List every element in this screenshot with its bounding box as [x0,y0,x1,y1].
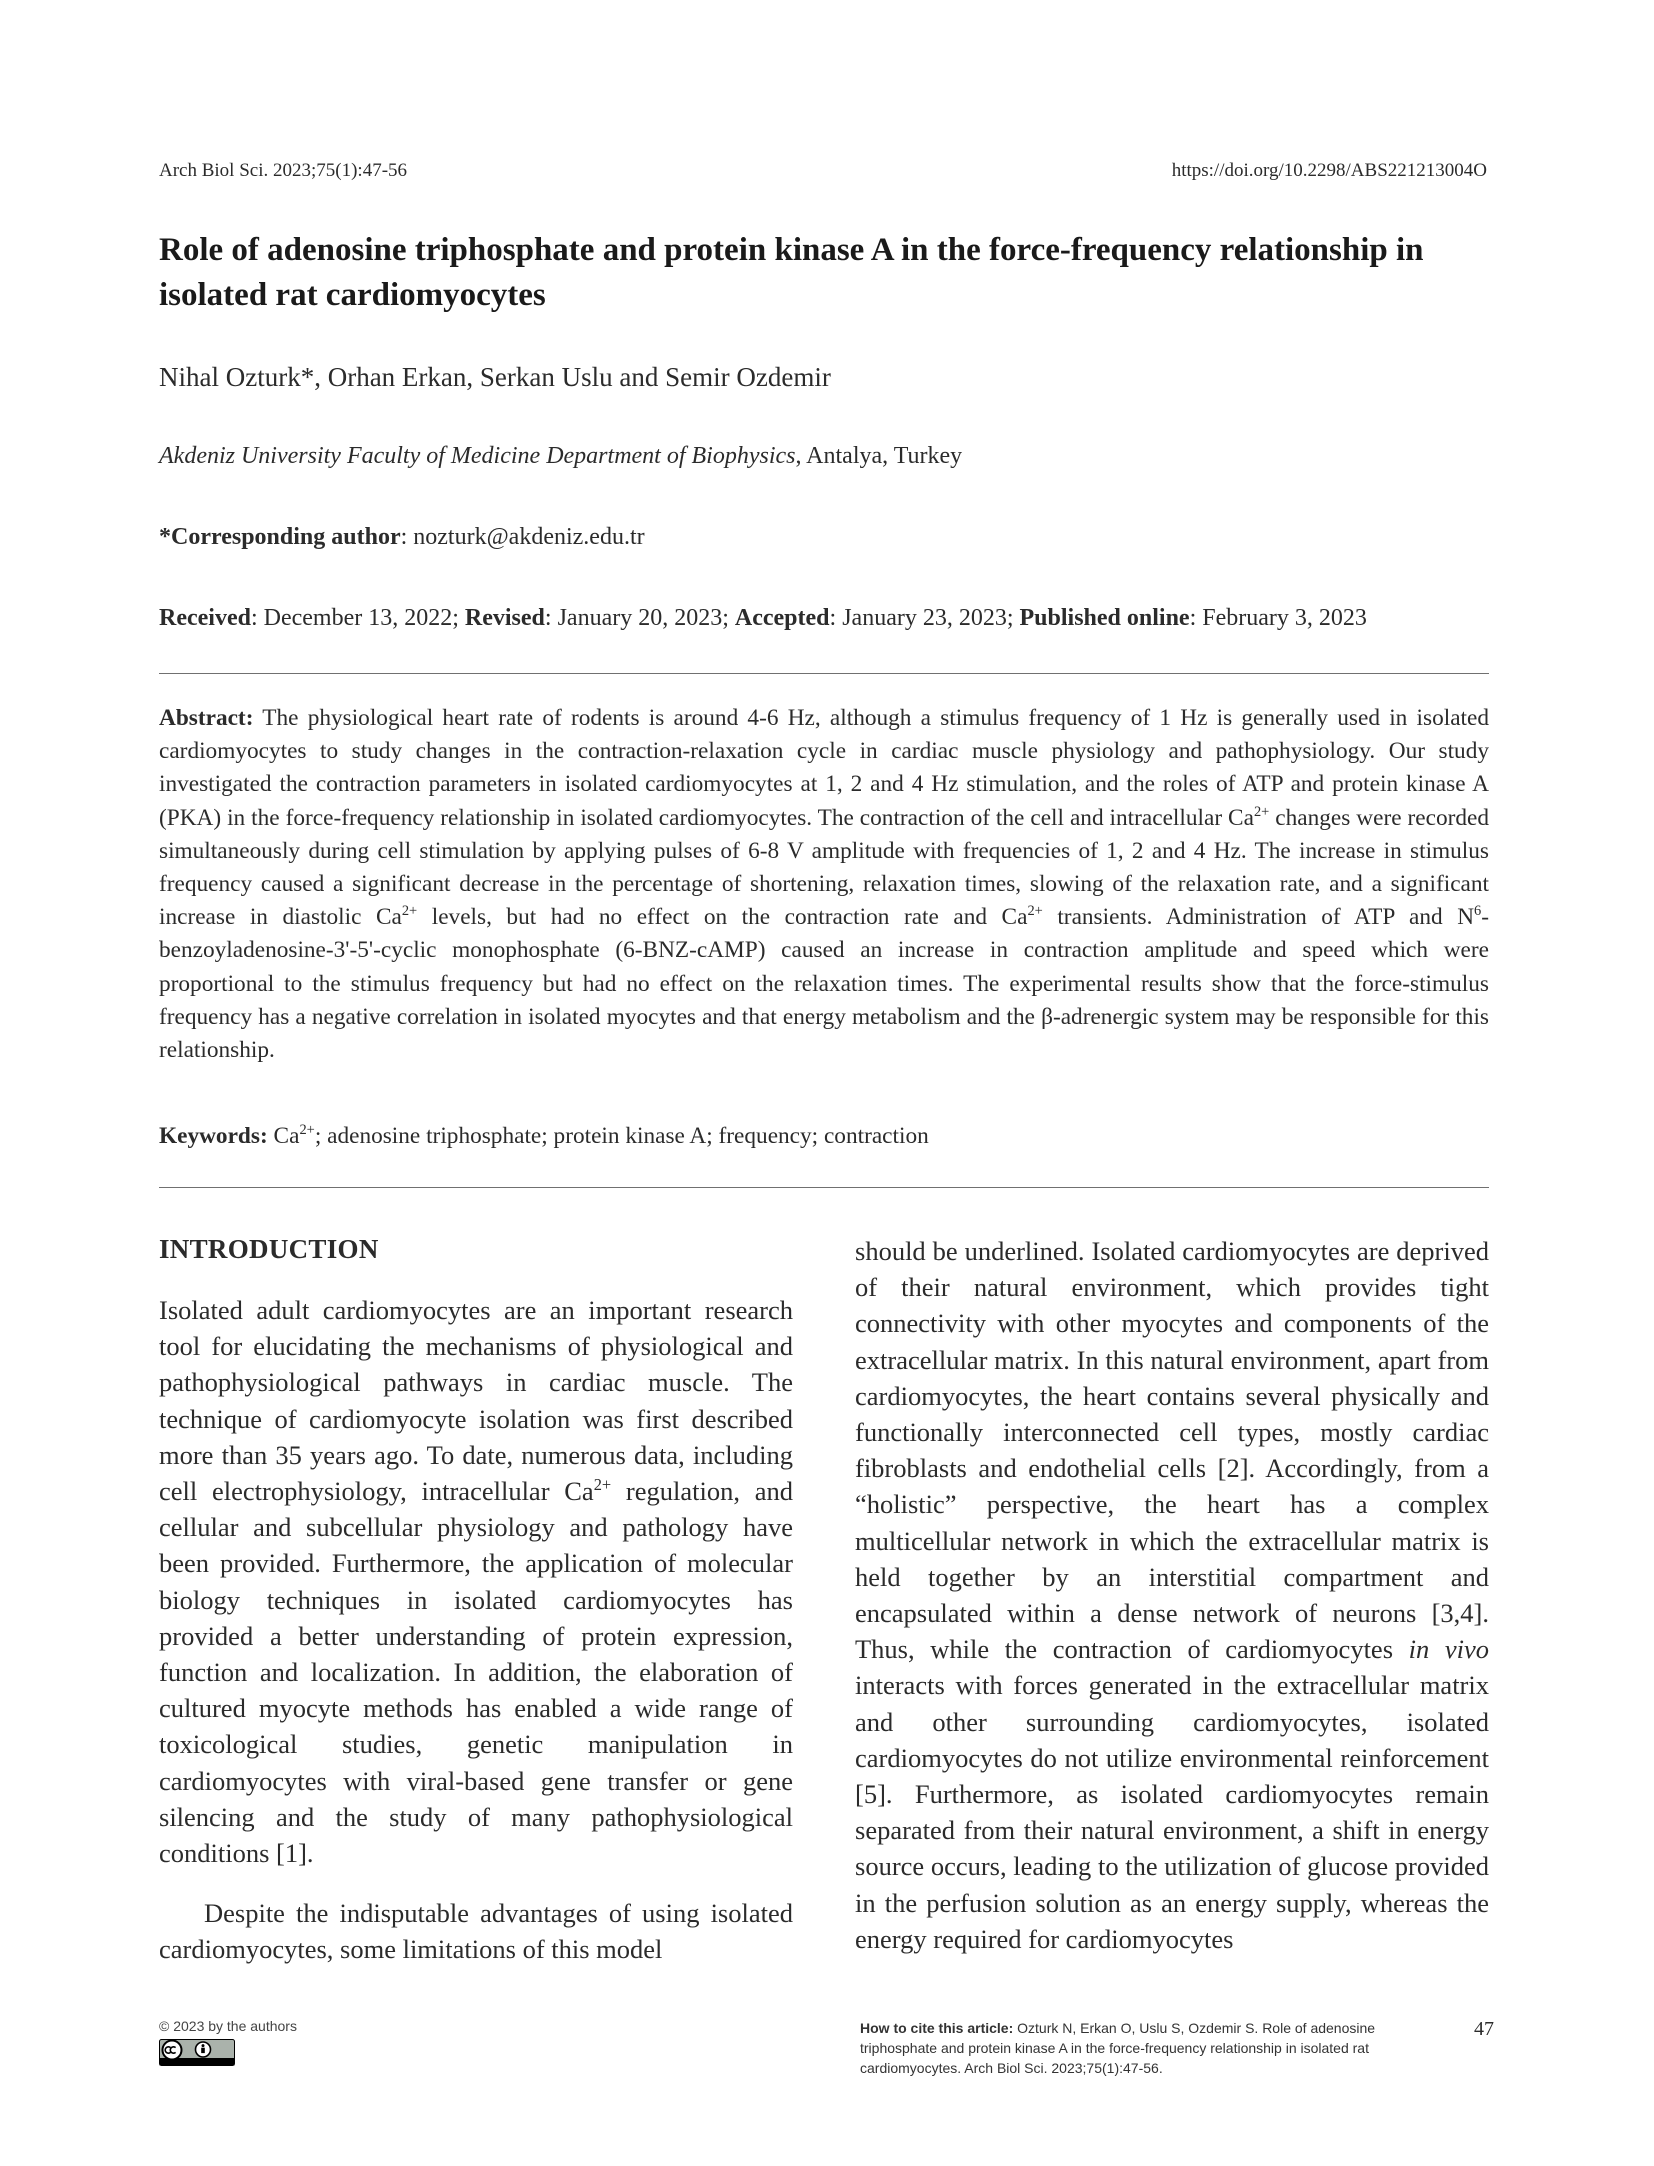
body-column-right [855,1233,1489,1957]
copyright-notice: © 2023 by the authors [159,2018,297,2034]
published-label: Published online [1019,605,1190,631]
doi-link[interactable]: https://doi.org/10.2298/ABS221213004O [1171,160,1487,181]
italic-term: in vivo [1408,1634,1490,1665]
cite-text: Ozturk N, Erkan O, Uslu S, Ozdemir S. Role of adenosine triphosphate and protein kinase A in the force-frequency relationship in isolated rat cardiomyocytes. Arch Biol Sci. 2023;75(1):47-56. [860,2020,1376,2076]
accepted-label: Accepted [734,605,830,631]
accepted-date: : January 23, 2023; [829,605,1020,631]
page-number: 47 [1474,2018,1494,2040]
journal-reference: Arch Biol Sci. 2023;75(1):47-56 [159,160,408,181]
keywords-label: Keywords: [159,1123,268,1149]
superscript: 2+ [299,1122,315,1139]
revised-date: : January 20, 2023; [544,605,735,631]
abstract [159,702,1489,1067]
abstract-text: levels, but had no effect on the contraction rate and Ca [417,904,1028,931]
keywords [159,1123,929,1150]
revised-label: Revised [464,605,545,631]
superscript: 2+ [401,903,418,920]
creative-commons-license-icon[interactable] [159,2039,235,2066]
abstract-text: transients. Administration of ATP and N [1042,904,1475,931]
abstract-label: Abstract: [159,705,254,731]
corresponding-email[interactable]: : nozturk@akdeniz.edu.tr [400,524,645,550]
paragraph-text: Isolated adult cardiomyocytes are an important research tool for elucidating the mechanisms of physiological and pathophysiological pathways in cardiac muscle. The technique of cardiomyocyte isolation was first described more than 35 years ago. To date, numerous data, including cell electrophysiology, intracellular Ca [159,1295,793,1507]
superscript: 2+ [1027,903,1043,920]
abstract-text: The physiological heart rate of rodents is around 4-6 Hz, although a stimulus frequency of 1 Hz is generally used in isolated cardiomyocytes to study changes in the contraction-relaxation cycle in cardiac muscle physiology and pathophysiology. Our study investigated the contraction parameters in isolated cardiomyocytes at 1, 2 and 4 Hz stimulation, and the roles of ATP and protein kinase A (PKA) in the force-frequency relationship in isolated cardiomyocytes. The contraction of the cell and intracellular Ca [159,705,1489,831]
paragraph: Despite the indisputable advantages of using isolated cardiomyocytes, some limitations of this model [159,1898,793,1965]
superscript: 6 [1474,903,1482,920]
author-list: Nihal Ozturk*, Orhan Erkan, Serkan Uslu and Semir Ozdemir [159,362,831,392]
superscript: 2+ [1253,803,1270,820]
received-date: : December 13, 2022; [250,605,465,631]
cite-label: How to cite this article: [860,2020,1014,2036]
article-title: Role of adenosine triphosphate and protein kinase A in the force-frequency relationship in isolated rat cardiomyocytes [159,232,1424,313]
body-column-left [159,1292,793,1968]
paragraph-text: interacts with forces generated in the extracellular matrix and other surrounding cardiomyocytes, isolated cardiomyocytes do not utilize environmental reinforcement [5]. Furthermore, as isolated cardiomyocytes remain separated from their natural environment, a shift in energy source occurs, leading to the utilization of glucose provided in the perfusion solution as an energy supply, whereas the energy required for cardiomyocytes [855,1670,1489,1954]
published-date: : February 3, 2023 [1189,605,1367,631]
section-heading: INTRODUCTION [159,1234,379,1264]
affiliation-location: , Antalya, Turkey [795,443,963,469]
keyword-text: ; adenosine triphosphate; protein kinase A; frequency; contraction [314,1123,929,1149]
keyword-text: Ca [267,1123,300,1149]
paragraph [855,1233,1489,1957]
corresponding-author [159,524,645,551]
affiliation-institution: Akdeniz University Faculty of Medicine Department of Biophysics [159,443,796,469]
affiliation [159,443,962,470]
publication-dates [159,605,1367,632]
paragraph-text: regulation, and cellular and subcellular physiology and pathology have been provided. Furthermore, the application of molecular biology techniques in isolated cardiomyocytes has provided a better understanding of protein expression, function and localization. In addition, the elaboration of cultured myocyte methods has enabled a wide range of toxicological studies, genetic manipulation in cardiomyocytes with viral-based gene transfer or gene silencing and the study of many pathophysiological conditions [1]. [159,1476,793,1869]
paragraph [159,1292,793,1871]
abstract-text: changes were recorded simultaneously during cell stimulation by applying pulses of 6-8 V amplitude with frequencies of 1, 2 and 4 Hz. The increase in stimulus frequency caused a significant decrease in the percentage of shortening, relaxation times, slowing of the relaxation rate, and a significant increase in diastolic Ca [159,804,1489,931]
superscript: 2+ [593,1474,612,1494]
divider-top [159,673,1489,674]
citation-note [860,2018,1400,2078]
corresponding-label: *Corresponding author [159,524,401,550]
received-label: Received [159,605,251,631]
abstract-text: -benzoyladenosine-3'-5'-cyclic monophosphate (6-BNZ-cAMP) caused an increase in contraction amplitude and speed which were proportional to the stimulus frequency but had no effect on the relaxation times. The experimental results show that the force-stimulus frequency has a negative correlation in isolated myocytes and that energy metabolism and the β-adrenergic system may be responsible for this relationship. [159,904,1489,1064]
divider-bottom [159,1187,1489,1188]
paragraph-text: should be underlined. Isolated cardiomyocytes are deprived of their natural environment, which provides tight connectivity with other myocytes and components of the extracellular matrix. In this natural environment, apart from cardiomyocytes, the heart contains several physically and functionally interconnected cell types, mostly cardiac fibroblasts and endothelial cells [2]. Accordingly, from a “holistic” perspective, the heart has a complex multicellular network in which the extracellular matrix is held together by an interstitial compartment and encapsulated within a dense network of neurons [3,4]. Thus, while the contraction of cardiomyocytes [855,1236,1489,1665]
